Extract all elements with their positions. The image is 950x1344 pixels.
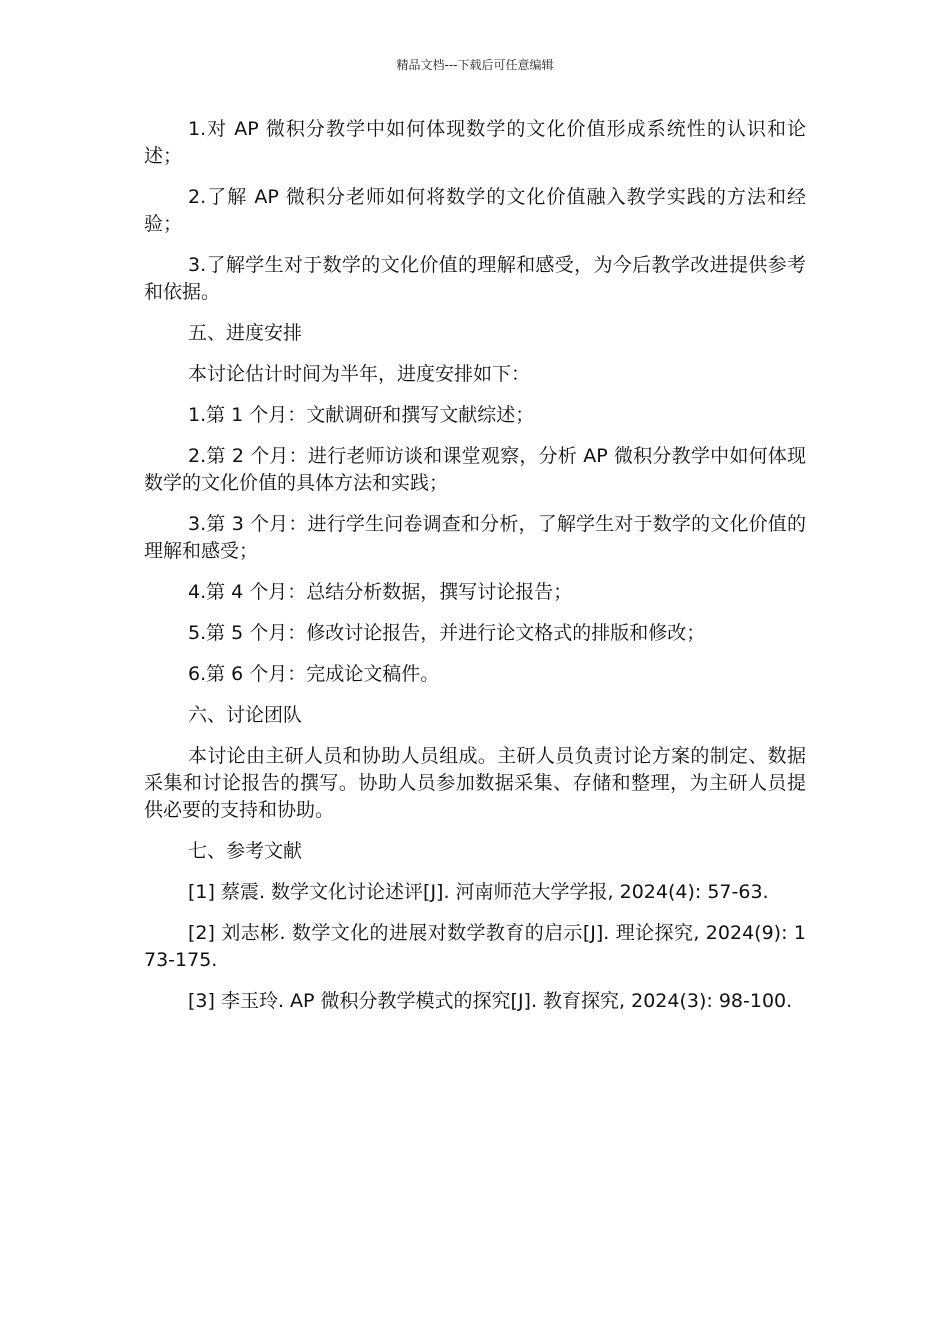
document-body <box>144 116 806 1029</box>
schedule-item-3: 3.第 3 个月：进行学生问卷调查和分析，了解学生对于数学的文化价值的理解和感受； <box>144 513 806 562</box>
schedule-intro: 本讨论估计时间为半年，进度安排如下： <box>188 363 531 385</box>
reference-2: [2] 刘志彬. 数学文化的进展对数学教育的启示[J]. 理论探究, 2024(9): 173-175. <box>144 922 806 971</box>
reference-1: [1] 蔡震. 数学文化讨论述评[J]. 河南师范大学学报, 2024(4): 57-63. <box>188 881 769 903</box>
page-header: 精品文档---下载后可任意编辑 <box>396 58 554 72</box>
schedule-item-2: 2.第 2 个月：进行老师访谈和课堂观察，分析 AP 微积分教学中如何体现数学的文化价值的具体方法和实践； <box>144 445 806 494</box>
team-description: 本讨论由主研人员和协助人员组成。主研人员负责讨论方案的制定、数据采集和讨论报告的撰写。协助人员参加数据采集、存储和整理，为主研人员提供必要的支持和协助。 <box>144 745 806 821</box>
goal-item-3: 3.了解学生对于数学的文化价值的理解和感受，为今后教学改进提供参考和依据。 <box>144 254 806 303</box>
schedule-item-5: 5.第 5 个月：修改讨论报告，并进行论文格式的排版和修改； <box>188 622 706 644</box>
section-heading-team: 六、讨论团队 <box>188 704 303 726</box>
schedule-item-1: 1.第 1 个月：文献调研和撰写文献综述； <box>188 404 535 426</box>
reference-3: [3] 李玉玲. AP 微积分教学模式的探究[J]. 教育探究, 2024(3): 98-100. <box>188 990 793 1012</box>
section-heading-references: 七、参考文献 <box>188 840 303 862</box>
goal-item-1: 1.对 AP 微积分教学中如何体现数学的文化价值形成系统性的认识和论述； <box>144 118 806 167</box>
section-heading-schedule: 五、进度安排 <box>188 322 303 344</box>
schedule-item-6: 6.第 6 个月：完成论文稿件。 <box>188 663 440 685</box>
schedule-item-4: 4.第 4 个月：总结分析数据，撰写讨论报告； <box>188 581 573 603</box>
goal-item-2: 2.了解 AP 微积分老师如何将数学的文化价值融入教学实践的方法和经验； <box>144 186 806 235</box>
